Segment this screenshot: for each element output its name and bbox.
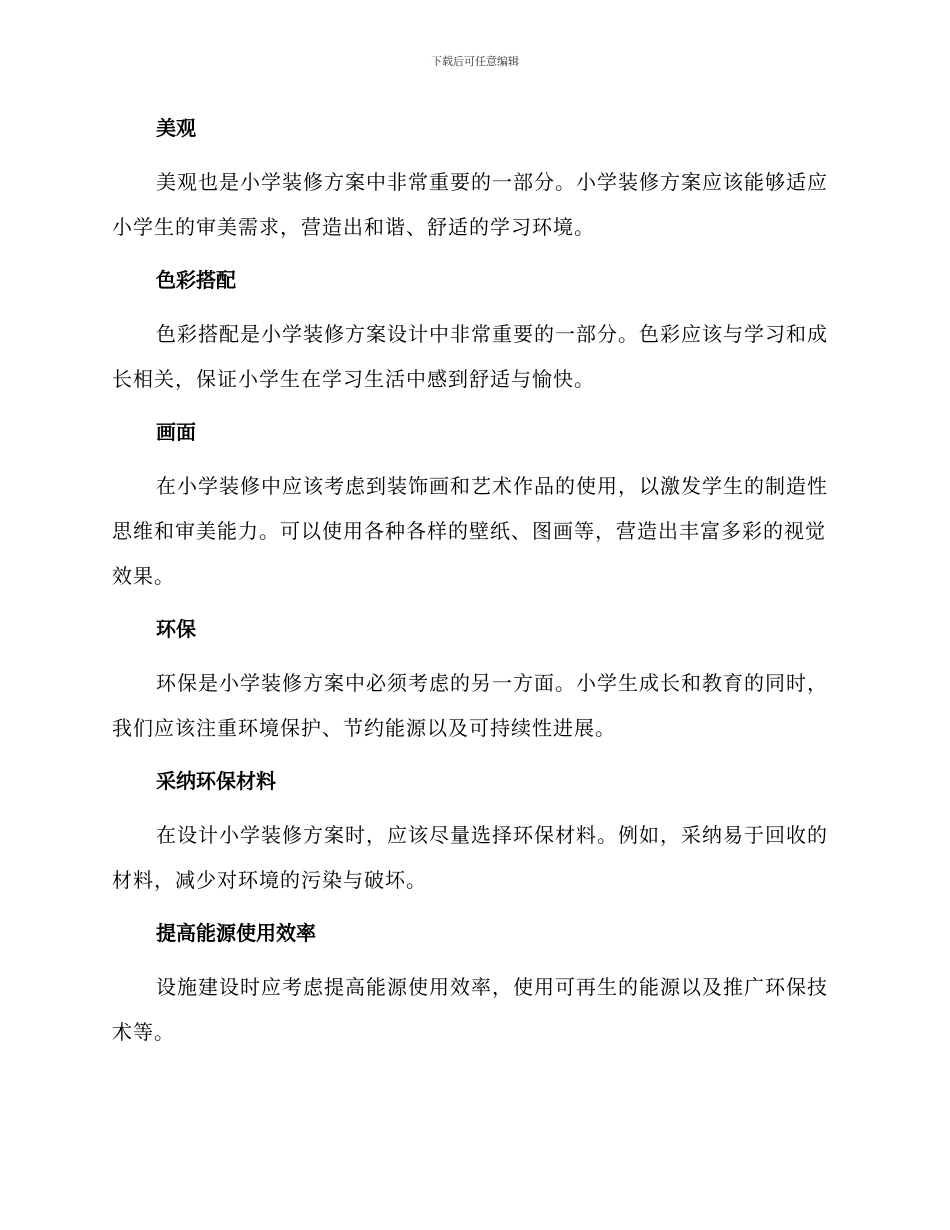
section-aesthetics <box>112 112 834 250</box>
section-color-matching <box>112 264 834 402</box>
section-heading: 提高能源使用效率 <box>156 921 316 945</box>
section-energy-efficiency <box>112 917 834 1055</box>
section-paragraph: 美观也是小学装修方案中非常重要的一部分。小学装修方案应该能够适应小学生的审美需求，营造出和谐、舒适的学习环境。 <box>112 170 828 239</box>
section-heading: 环保 <box>156 617 196 641</box>
section-eco-materials <box>112 765 834 903</box>
section-paragraph: 环保是小学装修方案中必须考虑的另一方面。小学生成长和教育的同时，我们应该注重环境保护、节约能源以及可持续性进展。 <box>112 671 828 740</box>
section-environmental <box>112 613 834 751</box>
section-heading: 色彩搭配 <box>156 268 236 292</box>
section-paragraph: 在设计小学装修方案时，应该尽量选择环保材料。例如，采纳易于回收的材料，减少对环境的污染与破坏。 <box>112 823 828 892</box>
section-paragraph: 在小学装修中应该考虑到装饰画和艺术作品的使用，以激发学生的制造性思维和审美能力。可以使用各种各样的壁纸、图画等，营造出丰富多彩的视觉效果。 <box>112 474 828 588</box>
section-heading: 采纳环保材料 <box>156 769 276 793</box>
section-heading: 美观 <box>156 116 196 140</box>
section-pictures <box>112 416 834 599</box>
section-paragraph: 色彩搭配是小学装修方案设计中非常重要的一部分。色彩应该与学习和成长相关，保证小学生在学习生活中感到舒适与愉快。 <box>112 322 828 391</box>
page-header: 下载后可任意编辑 <box>431 55 519 68</box>
section-paragraph: 设施建设时应考虑提高能源使用效率，使用可再生的能源以及推广环保技术等。 <box>112 975 828 1044</box>
document-body <box>112 112 834 1069</box>
section-heading: 画面 <box>156 420 196 444</box>
